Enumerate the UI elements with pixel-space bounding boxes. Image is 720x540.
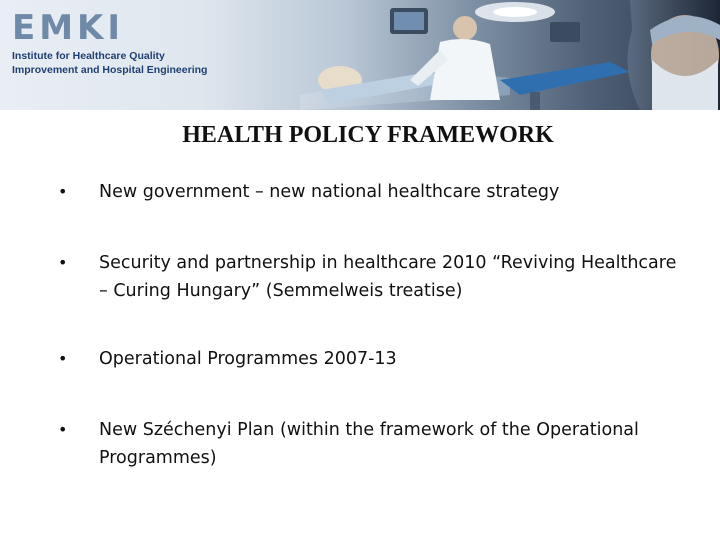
bullet-item <box>58 249 678 305</box>
institute-name-line2: Improvement and Hospital Engineering <box>12 64 208 76</box>
slide-title: HEALTH POLICY FRAMEWORK <box>182 122 554 148</box>
institute-logo <box>12 8 272 88</box>
bullet-text: New government – new national healthcare strategy <box>99 182 560 202</box>
bullet-marker: • <box>58 182 68 201</box>
bullet-marker: • <box>58 420 68 439</box>
bullet-item <box>58 345 678 373</box>
bullet-text: New Széchenyi Plan (within the framework of the Operational Programmes) <box>99 420 639 468</box>
bullet-marker: • <box>58 253 68 272</box>
bullet-text: Operational Programmes 2007-13 <box>99 349 397 369</box>
bullet-marker: • <box>58 349 68 368</box>
bullet-item <box>58 416 678 472</box>
bullet-text: Security and partnership in healthcare 2010 “Reviving Healthcare – Curing Hungary” (Semmelweis treatise) <box>99 253 677 301</box>
header-banner <box>0 0 720 110</box>
institute-name-line1: Institute for Healthcare Quality <box>12 50 165 62</box>
bullet-item <box>58 178 678 206</box>
hospital-photo <box>300 0 720 110</box>
logo-wordmark: EMKI <box>12 8 125 48</box>
